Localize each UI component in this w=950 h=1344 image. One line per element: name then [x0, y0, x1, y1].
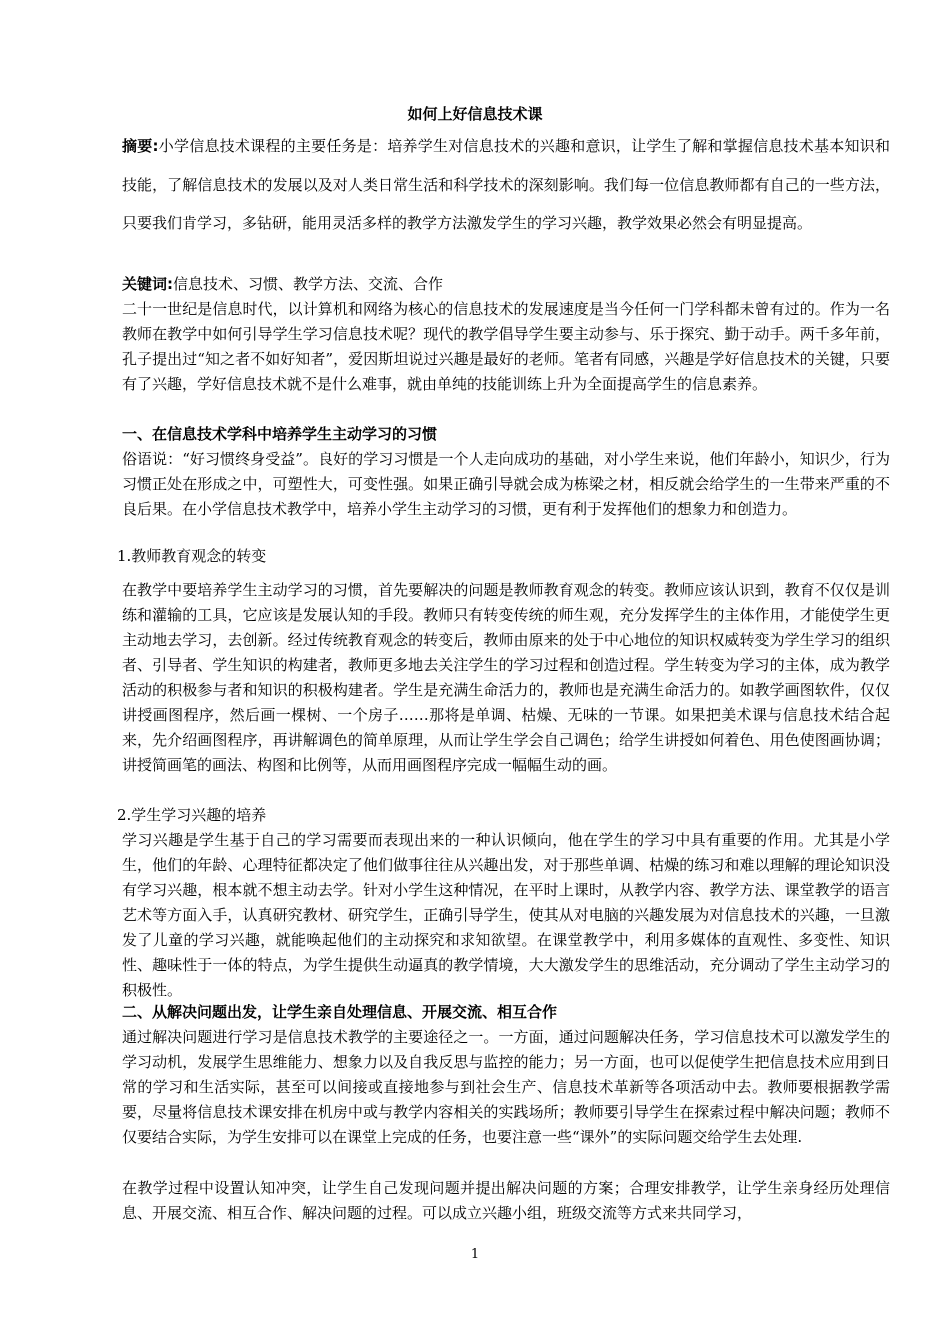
abstract-text: 小学信息技术课程的主要任务是：培养学生对信息技术的兴趣和意识，让学生了解和掌握信息技术基本知识和技能，了解信息技术的发展以及对人类日常生活和科学技术的深刻影响。我们每一位信息教师都有自己的一些方法，只要我们肯学习，多钻研，能用灵活多样的教学方法激发学生的学习兴趣，教学效果必然会有明显提高。 [122, 137, 890, 232]
keywords-text: 信息技术、习惯、教学方法、交流、合作 [173, 275, 444, 293]
abstract-paragraph [92, 127, 890, 243]
section-2-paragraph-2: 在教学过程中设置认知冲突，让学生自己发现问题并提出解决问题的方案；合理安排教学，让学生亲身经历处理信息、开展交流、相互合作、解决问题的过程。可以成立兴趣小组，班级交流等方式来共同学习， [122, 1179, 890, 1222]
document-title: 如何上好信息技术课 [407, 105, 543, 123]
page-number: 1 [470, 1247, 480, 1262]
subsection-2-heading: 2.学生学习兴趣的培养 [117, 806, 267, 824]
subsection-1-paragraph: 在教学中要培养学生主动学习的习惯，首先要解决的问题是教师教育观念的转变。教师应该认识到，教育不仅仅是训练和灌输的工具，它应该是发展认知的手段。教师只有转变传统的师生观，充分发挥学生的主体作用，才能使学生更主动地去学习，去创新。经过传统教育观念的转变后，教师由原来的处于中心地位的知识权威转变为学生学习的组织者、引导者、学生知识的构建者，教师更多地去关注学生的学习过程和创造过程。学生转变为学习的主体，成为教学活动的积极参与者和知识的积极构建者。学生是充满生命活力的，教师也是充满生命活力的。如教学画图软件，仅仅讲授画图程序，然后画一棵树、一个房子……那将是单调、枯燥、无味的一节课。如果把美术课与信息技术结合起来，先介绍画图程序，再讲解调色的简单原理，从而让学生学会自己调色；给学生讲授如何着色、用色使图画协调；讲授简画笔的画法、构图和比例等，从而用画图程序完成一幅幅生动的画。 [122, 581, 890, 774]
section-2-paragraph-1: 通过解决问题进行学习是信息技术教学的主要途径之一。一方面，通过问题解决任务，学习信息技术可以激发学生的学习动机，发展学生思维能力、想象力以及自我反思与监控的能力；另一方面，也可以促使学生把信息技术应用到日常的学习和生活实际，甚至可以间接或直接地参与到社会生产、信息技术革新等各项活动中去。教师要根据教学需要，尽量将信息技术课安排在机房中或与教学内容相关的实践场所；教师要引导学生在探索过程中解决问题；教师不仅要结合实际，为学生安排可以在课堂上完成的任务，也要注意一些“课外”的实际问题交给学生去处理. [122, 1028, 890, 1146]
section-2-heading: 二、从解决问题出发，让学生亲自处理信息、开展交流、相互合作 [122, 1003, 558, 1021]
intro-paragraph: 二十一世纪是信息时代，以计算机和网络为核心的信息技术的发展速度是当今任何一门学科都未曾有过的。作为一名教师在教学中如何引导学生学习信息技术呢？现代的教学倡导学生要主动参与、乐于探究、勤于动手。两千多年前，孔子提出过“知之者不如好知者”，爱因斯坦说过兴趣是最好的老师。笔者有同感，兴趣是学好信息技术的关键，只要有了兴趣，学好信息技术就不是什么难事，就由单纯的技能训练上升为全面提高学生的信息素养。 [122, 300, 890, 393]
section-1-paragraph: 俗语说：“好习惯终身受益”。良好的学习习惯是一个人走向成功的基础，对小学生来说，他们年龄小，知识少，行为习惯正处在形成之中，可塑性大，可变性强。如果正确引导就会成为栋梁之材，相反就会给学生的一生带来严重的不良后果。在小学信息技术教学中，培养小学生主动学习的习惯，更有利于发挥他们的想象力和创造力。 [122, 450, 890, 518]
subsection-2-paragraph: 学习兴趣是学生基于自己的学习需要而表现出来的一种认识倾向，他在学生的学习中具有重要的作用。尤其是小学生，他们的年龄、心理特征都决定了他们做事往往从兴趣出发，对于那些单调、枯燥的练习和难以理解的理论知识没有学习兴趣，根本就不想主动去学。针对小学生这种情况，在平时上课时，从教学内容、教学方法、课堂教学的语言艺术等方面入手，认真研究教材、研究学生，正确引导学生，使其从对电脑的兴趣发展为对信息技术的兴趣，一旦激发了儿童的学习兴趣，就能唤起他们的主动探究和求知欲望。在课堂教学中，利用多媒体的直观性、多变性、知识性、趣味性于一体的特点，为学生提供生动逼真的教学情境，大大激发学生的思维活动，充分调动了学生主动学习的积极性。 [122, 831, 890, 999]
section-1-heading: 一、在信息技术学科中培养学生主动学习的习惯 [122, 425, 438, 443]
abstract-label: 摘要: [122, 137, 159, 155]
keywords-paragraph [92, 273, 890, 295]
subsection-1-heading: 1.教师教育观念的转变 [117, 547, 267, 565]
keywords-label: 关键词: [122, 275, 173, 293]
